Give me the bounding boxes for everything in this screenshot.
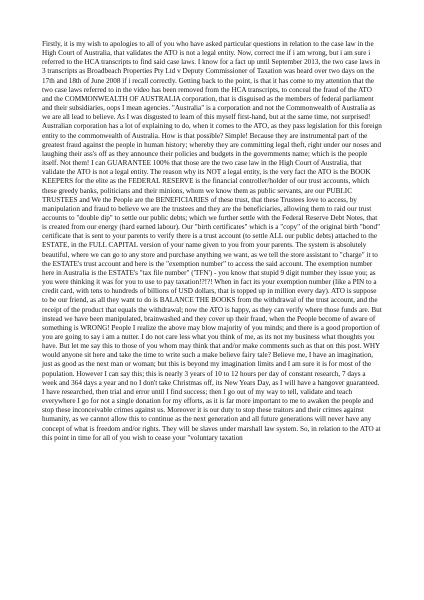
body-paragraph: Firstly, it is my wish to apologies to all of you who have asked particular questions in relation to the case law in the High Court of Australia, that validates the ATO is not a legal entity. Now, correct me if i am wrong, but i am sure i referred to the HCA transcripts to find said case laws. I know for a fact up until September 2013, the two case laws in 3 transcripts as Broadbeach Properties Pty Ltd v Deputy Commissioner of Taxation was heard over two days on the 17th and 18th of June 2008 if i recall correctly. Getting back to the point, is that it has come to my attention that the two case laws referred to in the video has been removed from the HCA transcripts, to conceal the fraud of the ATO and the COMMONWEALTH OF AUSTRALIA corporation, that is disguised as the members of federal parliament and their subsidiaries, oops I mean agencies. "Australia" is a corporation and not the Commonwealth of Australia as we are all lead to believe. As I was disgusted to learn of this myself first-hand, but at the same time, not surprised! Australian corporation has a lot of explaining to do, when it comes to the ATO, as they pass legislation for this foreign entity to the commonwealth of Australia. How is that possible? Simple! Because they are instrumental part of the greatest fraud against the people in human history; whereby they are committing legal theft, right under our noses and laughing their ass's off as they announce their policies and budgets in the governments name; which is the people itself. Not them! I can GUARANTEE 100% that those are the two case law in the High Court of Australia, that validate the ATO is not a legal entity. The reason why its NOT a legal entity, is the very fact the ATO is the BOOK KEEPERS for the elite as the FEDERAL RESERVE is the financial controller/holder of our trust accounts, which these greedy banks, politicians and their minions, whom we know them as public servants, are our PUBLIC TRUSTEES and We the People are the BENEFICIARIES of these trust, that these Trustees love to access, by manipulation and fraud to believe we are the trustees and they are the beneficiaries, allowing them to raid our trust accounts to "double dip" to settle our public debts; which we further settle with the Federal Reserve Debt Notes, that is created from our energy (hard earned labour). Our "birth certificates" which is a "copy" of the original birth "bond" certificate that is sent to your parents to verify there is a trust account (to settle ALL our public debts) attached to the ESTATE, in the FULL CAPITAL version of your name given to you from your parents. The system is absolutely beautiful, where we can go to any store and purchase anything we want, as we tell the store assistant to "charge" it to the ESTATE's trust account and here is the "exemption number" to access the said account. The exemption number here in Australia is the ESTATE's "tax file number" ('TFN') - you know that stupid 9 digit number they issue you; as you were thinking it was for you to use to pay taxation!?!?! When in fact its your exemption number (like a PIN to a credit card, with tens to hundreds of billions of USD dollars, that is topped up in million every day). ATO is suppose to be our friend, as all they want to do is BALANCE THE BOOKS from the withdrawal of the trust account, and the receipt of the product that equals the withdrawal; now the ATO is happy, as they can verify where those funds are. But instead we have been manipulated, brainwashed and they cover up their fraud, when the People become of aware of something is WRONG! People I realize the above may blow majority of you minds; and there is a good proportion of you are going to say i am a nutter. I do not care less what you think of me, as its not my business what thoughts you have. But let me say this to those of you whom may think that and/or make comments such as that on this post. WHY would anyone sit here and take the time to write such a make believe fairy tale? Believe me, I have an imagination, just as good as the next man or woman; but this is beyond my imagination limits and I am sure it is for most of the population. However I can say this; this is nearly 3 years of 10 to 12 hours per day of constant research, 7 days a week and 364 days a year and no I don't take Christmas off, its New Years Day, as I will have a hangover guaranteed. I have researched, then trial and error until I find success; then I go out of my way to tell, validate and teach everywhere I go for not a single donation for my efforts, as it is far more important to me to awaken the people and stop these inconceivable crimes against us. Moreover it is our duty to stop these traitors and their crimes against humanity, as we cannot allow this to continue as the next generation and all future generations will never have any concept of what is freedom and/or rights. They will be slaves under marshall law system. So, in relation to the ATO at this point in time for all of you wish to cease your "voluntary taxation bbox=[42, 40, 382, 442]
